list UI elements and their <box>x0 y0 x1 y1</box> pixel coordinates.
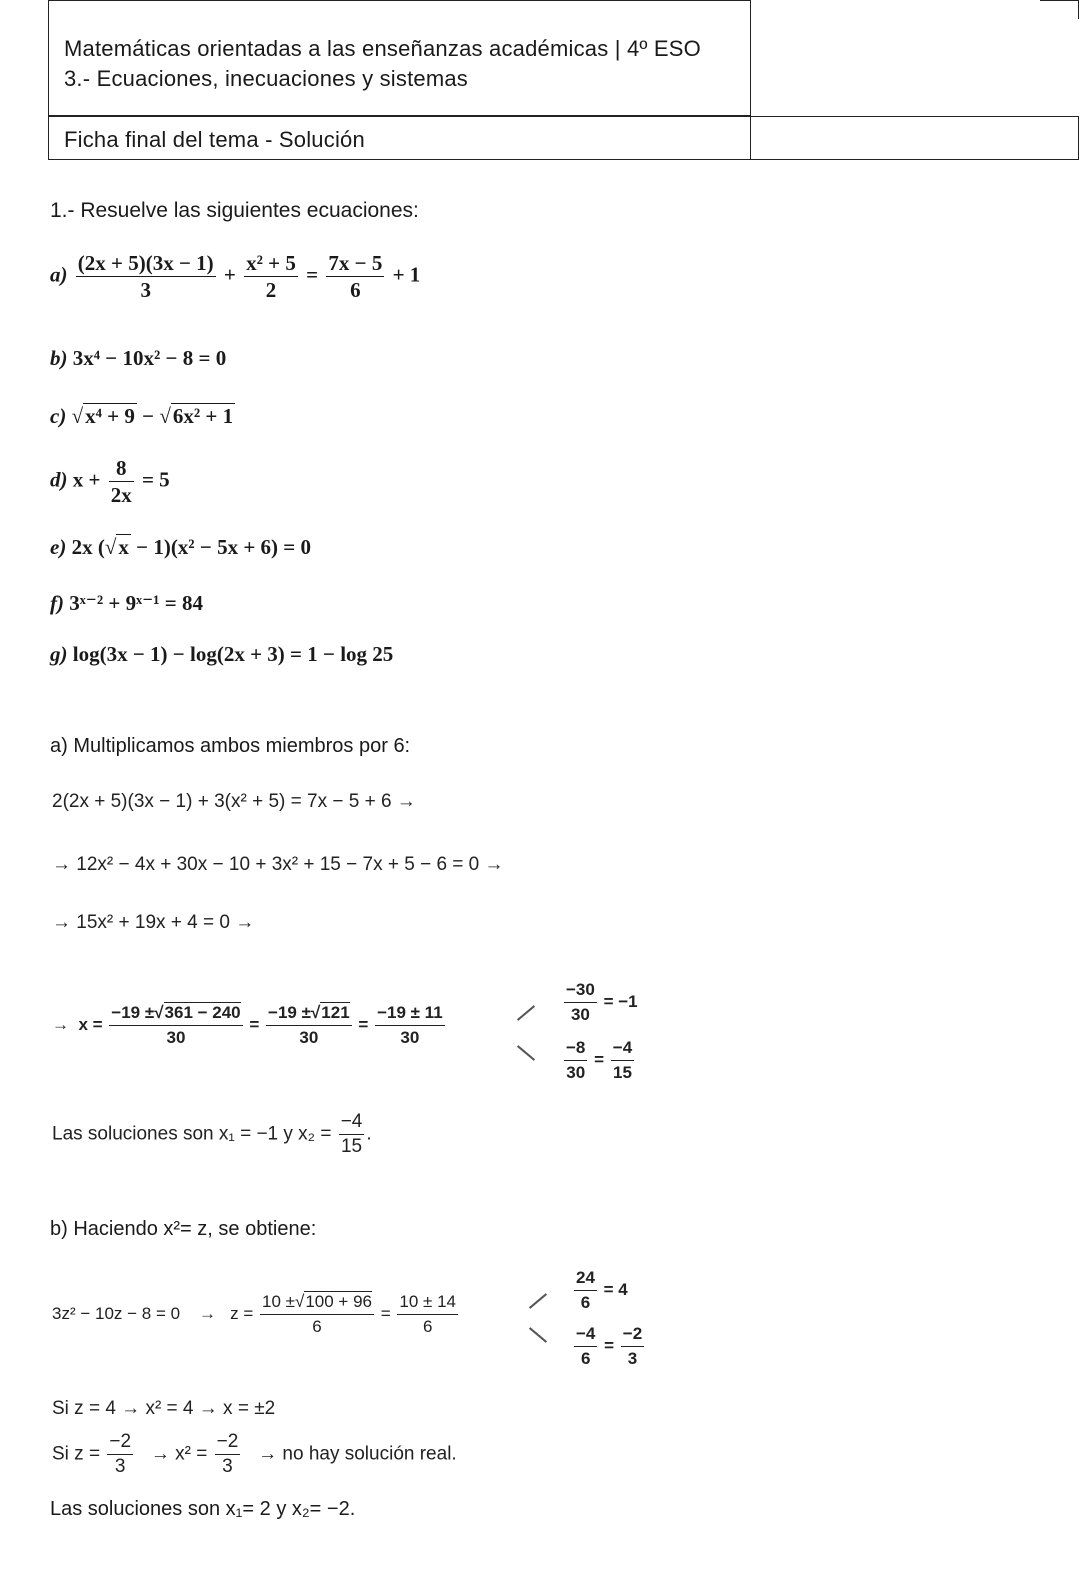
solution-b-quadratic: 3z² − 10z − 8 = 0 → z = $\frac{10 \pm√100 + 96}{6}$ = $\frac{10 \pm 14}{6}$ <box>52 1290 460 1339</box>
equation-f: f) 3ˣ⁻² + 9ˣ⁻¹ = 84 <box>50 591 203 615</box>
fraction: $\frac{-19 \pm√121}{30}$ <box>268 1003 350 1047</box>
corner-decoration <box>1040 0 1079 19</box>
solution-b-root1: $\frac{24}{6}$ = 4 <box>576 1268 628 1312</box>
branch-up <box>517 1005 535 1021</box>
header-right-cell <box>751 116 1079 160</box>
course-title: Matemáticas orientadas a las enseñanzas académicas | 4º ESO <box>64 36 701 61</box>
branch-up <box>529 1293 547 1309</box>
solution-a-intro: a) Multiplicamos ambos miembros por 6: <box>50 735 411 757</box>
branch-down <box>529 1327 547 1343</box>
fraction: $\frac{10 \pm√100 + 96}{6}$ <box>262 1292 372 1336</box>
fraction: $\frac{10 \pm 14}{6}$ <box>399 1292 457 1336</box>
solution-a-step1: 2(2x + 5)(3x − 1) + 3(x² + 5) = 7x − 5 + 6 → <box>52 791 416 812</box>
equation-a: a) $\frac{(2x + 5)(3x - 1)}{3}$ + $\frac{\text{x² + 5}}{2}$ = $\frac{7x - 5}{6}$ + 1 <box>50 251 421 302</box>
solution-b-conclusion: Las soluciones son x₁= 2 y x₂= −2. <box>50 1498 356 1520</box>
solution-a-step2: → 12x² − 4x + 30x − 10 + 3x² + 15 − 7x + 5 − 6 = 0 → <box>52 854 504 875</box>
solution-a-root1: $\frac{-30}{30}$ = −1 <box>566 980 638 1024</box>
solution-a-quadratic: → x = $\frac{-19 \pm√361 - 240}{30}$ = $\frac{-19 \pm√121}{30}$ = $\frac{-19 \pm 11}{30}$ <box>52 1001 447 1050</box>
fraction: $\frac{-19 \pm 11}{30}$ <box>377 1003 443 1047</box>
fraction: $\frac{7x - 5}{6}$ <box>328 251 383 302</box>
solution-b-root2: $\frac{-4}{6}$ = $\frac{-2}{3}$ <box>576 1324 643 1368</box>
question-title: 1.- Resuelve las siguientes ecuaciones: <box>50 199 419 222</box>
solution-b-case1: Si z = 4 → x² = 4 → x = ±2 <box>52 1398 276 1419</box>
sheet-title: Ficha final del tema - Solución <box>64 127 365 152</box>
fraction: $\frac{-19 \pm√361 - 240}{30}$ <box>111 1003 241 1047</box>
solution-a-step3: → 15x² + 19x + 4 = 0 → <box>52 912 255 933</box>
solution-b-case2: Si z = $\frac{-2}{3}$ → x² = $\frac{-2}{3}$ → no hay solución real. <box>52 1431 457 1477</box>
branch-down <box>517 1045 535 1061</box>
equation-c: c) √x⁴ + 9 − √6x² + 1 <box>50 404 234 428</box>
unit-title: 3.- Ecuaciones, inecuaciones y sistemas <box>64 66 468 91</box>
equation-g: g) log(3x − 1) − log(2x + 3) = 1 − log 25 <box>50 642 394 666</box>
equation-b: b) 3x⁴ − 10x² − 8 = 0 <box>50 346 227 370</box>
equation-d: d) x + $\frac{8}{2x}$ = 5 <box>50 456 170 507</box>
fraction: $\frac{\text{x² + 5}}{2}$ <box>246 251 296 302</box>
solution-b-intro: b) Haciendo x²= z, se obtiene: <box>50 1218 317 1240</box>
fraction: $\frac{(2x + 5)(3x - 1)}{3}$ <box>77 251 214 302</box>
solution-a-root2: $\frac{-8}{30}$ = $\frac{-4}{15}$ <box>566 1038 633 1082</box>
equation-e: e) 2x (√x − 1)(x² − 5x + 6) = 0 <box>50 535 311 559</box>
fraction: $\frac{8}{2x}$ <box>110 456 132 507</box>
item-label-a: a) <box>50 262 68 287</box>
solution-a-conclusion: Las soluciones son x₁ = −1 y x₂ = $\frac{-4}{15}$ . <box>52 1111 372 1157</box>
